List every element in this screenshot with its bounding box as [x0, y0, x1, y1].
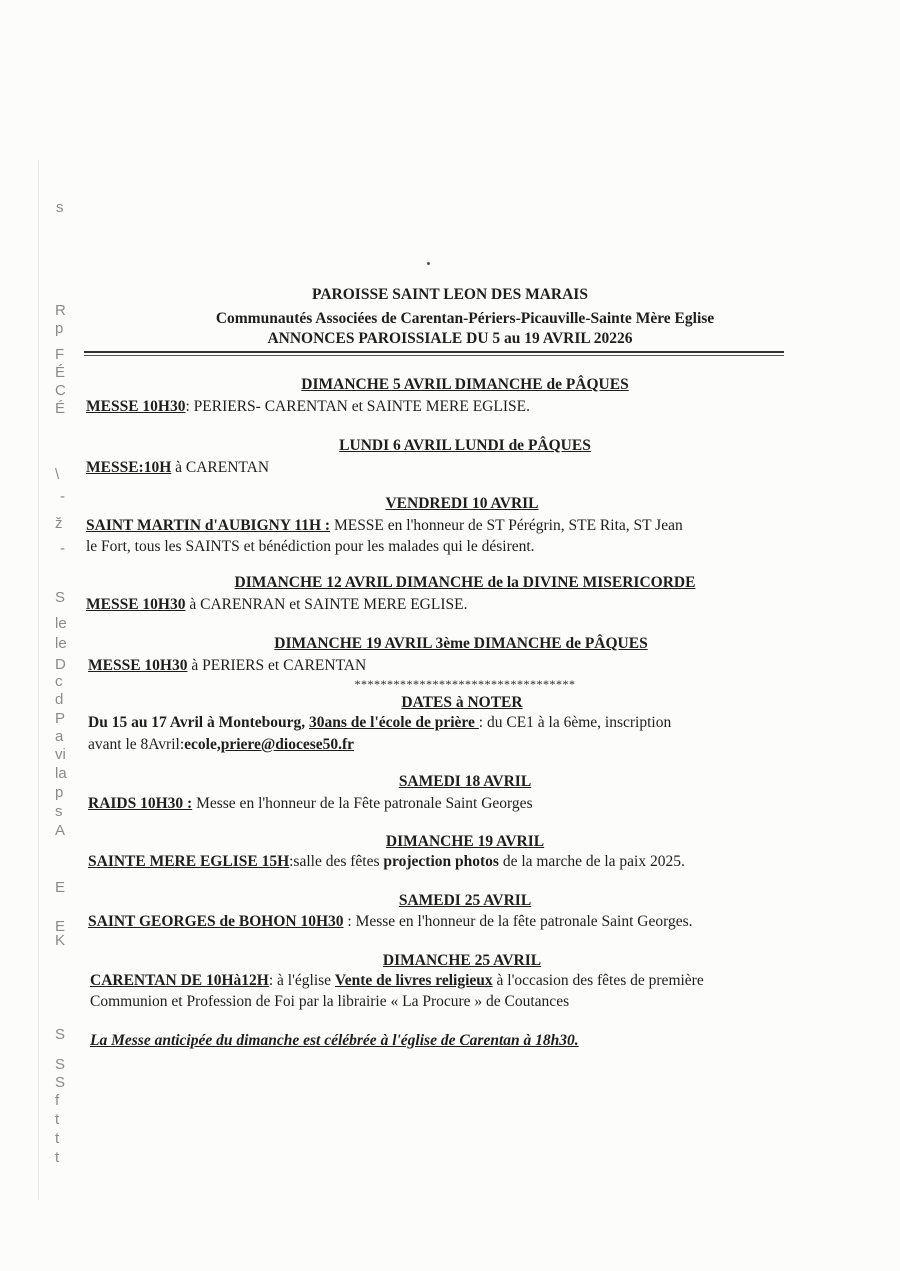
section-lead: MESSE 10H30 [86, 596, 186, 613]
section-lead: SAINT MARTIN d'AUBIGNY 11H : [86, 517, 331, 534]
communities-line: Communautés Associées de Carentan-Périers-Picauville-Sainte Mère Eglise [215, 310, 715, 327]
bleed-char: R [55, 302, 66, 319]
dates-heading: DATES à NOTER [401, 694, 523, 711]
event-heading: SAMEDI 18 AVRIL [398, 773, 532, 790]
parish-title: PAROISSE SAINT LEON DES MARAIS [312, 286, 588, 303]
event-body [88, 794, 533, 814]
bleed-char: K [55, 932, 66, 949]
section-body [86, 397, 530, 417]
bleed-char: S [55, 589, 66, 606]
section-lead: MESSE 10H30 [86, 398, 186, 415]
event-body [88, 912, 693, 932]
bleed-char: C [55, 382, 66, 399]
event-heading: SAMEDI 25 AVRIL [398, 892, 532, 909]
bleed-char: A [55, 822, 66, 839]
email-part: ecole, [184, 736, 221, 753]
section-text: : PERIERS- CARENTAN et SAINTE MERE EGLISE. [185, 398, 530, 415]
bleed-char: t [55, 1111, 60, 1128]
event-bold: projection photos [383, 853, 499, 870]
event-lead: CARENTAN DE 10Hà12H [90, 972, 269, 989]
event-heading: DIMANCHE 25 AVRIL [382, 952, 542, 969]
section-body [86, 516, 683, 536]
bleed-char: a [55, 728, 64, 745]
speck [427, 262, 430, 265]
event-text: : à l'église [268, 972, 335, 989]
section-body [86, 595, 467, 615]
event-heading: DIMANCHE 19 AVRIL [385, 833, 545, 850]
email-link[interactable]: priere@diocese50.fr [220, 736, 355, 753]
dates-lead: Du 15 au 17 Avril à Montebourg, [88, 714, 310, 731]
bleed-char: D [55, 656, 66, 673]
event-text-after: de la marche de la paix 2025. [498, 853, 685, 870]
bleed-char: E [55, 918, 66, 935]
section-text: à PERIERS et CARENTAN [187, 657, 367, 674]
section-heading: DIMANCHE 12 AVRIL DIMANCHE de la DIVINE MISERICORDE [234, 574, 696, 591]
section-text: MESSE en l'honneur de ST Pérégrin, STE Rita, ST Jean [330, 517, 683, 534]
event-lead: RAIDS 10H30 : [88, 795, 193, 812]
bleed-char: S [55, 1026, 66, 1043]
bleed-char: - [60, 488, 65, 505]
bleed-char: c [55, 673, 63, 690]
bleed-char: \ [55, 466, 60, 483]
bleed-char: É [55, 364, 66, 381]
section-lead: MESSE 10H30 [88, 657, 188, 674]
section-text: à CARENTAN [171, 459, 270, 476]
section-text-continued: le Fort, tous les SAINTS et bénédiction pour les malades qui le désirent. [86, 538, 535, 555]
event-text: : Messe en l'honneur de la fête patronale Saint Georges. [343, 913, 693, 930]
bleed-char: t [55, 1149, 60, 1166]
event-text-after: à l'occasion des fêtes de première [492, 972, 704, 989]
bleed-char: le [55, 615, 67, 632]
bleed-char: f [55, 1092, 60, 1109]
header-rule [84, 351, 784, 353]
event-bold: Vente de livres religieux [334, 972, 493, 989]
bleed-char: la [55, 765, 67, 782]
bleed-char: p [55, 320, 64, 337]
section-heading: DIMANCHE 19 AVRIL 3ème DIMANCHE de PÂQUES [274, 635, 648, 652]
bleed-char: É [55, 400, 66, 417]
event-text: Messe en l'honneur de la Fête patronale Saint Georges [192, 795, 533, 812]
event-text: :salle des fêtes [289, 853, 384, 870]
dates-event-name: 30ans de l'école de prière [309, 714, 479, 731]
section-heading: DIMANCHE 5 AVRIL DIMANCHE de PÂQUES [301, 376, 629, 393]
event-body [90, 971, 704, 991]
header-rule-thin [84, 355, 784, 356]
section-body [88, 656, 366, 676]
bleed-char: s [56, 199, 64, 216]
bleed-char: le [55, 635, 67, 652]
event-lead: SAINTE MERE EGLISE 15H [88, 853, 290, 870]
bleed-char: F [55, 346, 65, 363]
bleed-char: E [55, 879, 66, 896]
closing-note: La Messe anticipée du dimanche est célébrée à l'église de Carentan à 18h30. [90, 1032, 579, 1049]
section-heading: VENDREDI 10 AVRIL [385, 495, 539, 512]
section-body [86, 458, 269, 478]
announcements-title: ANNONCES PAROISSIALE DU 5 au 19 AVRIL 20226 [267, 330, 633, 347]
bleed-char: s [55, 803, 63, 820]
bleed-char: - [60, 540, 65, 557]
section-heading: LUNDI 6 AVRIL LUNDI de PÂQUES [339, 437, 591, 454]
event-body [88, 852, 685, 872]
bleed-char: ž [55, 515, 63, 532]
bleed-char: t [55, 1130, 60, 1147]
bleed-char: vi [55, 746, 66, 763]
separator: ********************************** [354, 677, 576, 691]
dates-body [88, 713, 671, 733]
event-text-continued: Communion et Profession de Foi par la librairie « La Procure » de Coutances [90, 993, 570, 1010]
section-lead: MESSE:10H [86, 459, 172, 476]
bleed-char: S [55, 1074, 66, 1091]
section-text: à CARENRAN et SAINTE MERE EGLISE. [185, 596, 468, 613]
bleed-char: S [55, 1056, 66, 1073]
bleed-char: P [55, 710, 66, 727]
bleed-char: p [55, 784, 64, 801]
dates-line2 [88, 735, 354, 755]
bleed-char: d [55, 691, 64, 708]
event-lead: SAINT GEORGES de BOHON 10H30 [88, 913, 344, 930]
dates-text: : du CE1 à la 6ème, inscription [478, 714, 672, 731]
dates-line2-prefix: avant le 8Avril: [88, 736, 185, 753]
